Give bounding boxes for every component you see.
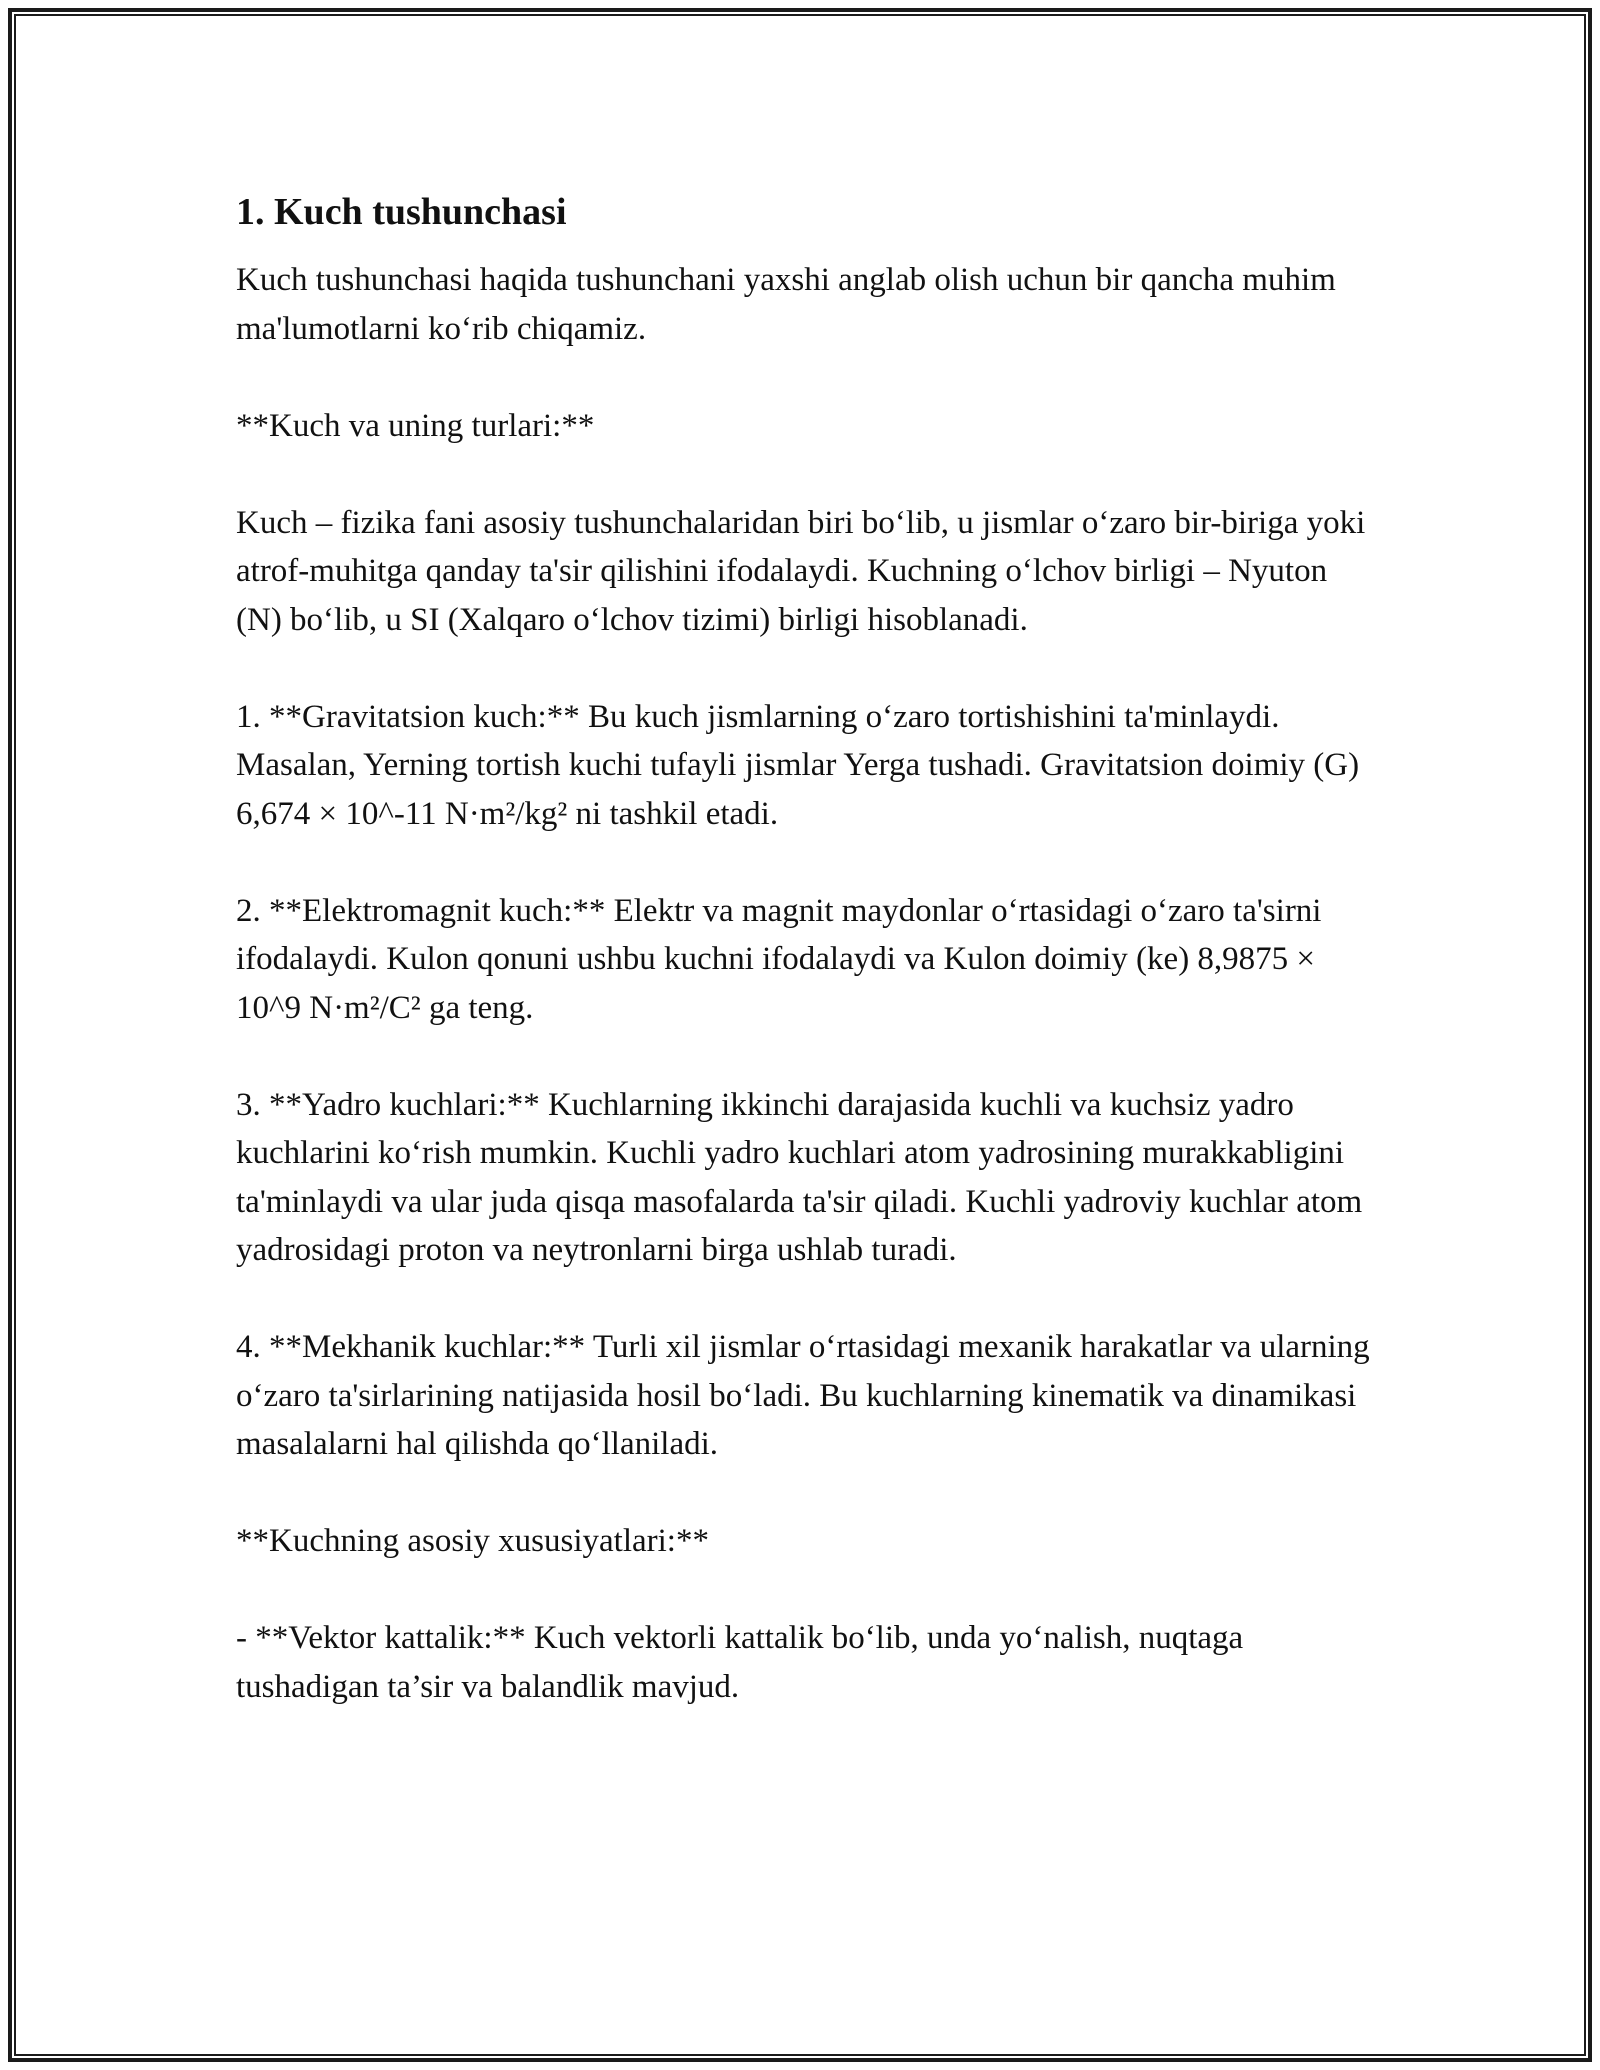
document-body [236,186,1376,1760]
section-heading-properties: **Kuchning asosiy xususiyatlari:** [236,1523,709,1559]
bullet-vector-quantity: - **Vektor kattalik:** Kuch vektorli kattalik bo‘lib, unda yo‘nalish, nuqtaga tushadigan ta’sir va balandlik mavjud. [236,1620,1244,1705]
page-title: 1. Kuch tushunchasi [236,191,567,233]
force-definition-paragraph: Kuch – fizika fani asosiy tushunchalaridan biri bo‘lib, u jismlar o‘zaro bir-biriga yoki atrof-muhitga qanday ta'sir qilishini ifodalaydi. Kuchning o‘lchov birligi – Nyuton (N) bo‘lib, u SI (Xalqaro o‘lchov tizimi) birligi hisoblanadi. [236,504,1366,638]
list-item-mechanical: 4. **Mekhanik kuchlar:** Turli xil jismlar o‘rtasidagi mexanik harakatlar va ularning o‘zaro ta'sirlarining natijasida hosil bo‘ladi. Bu kuchlarning kinematik va dinamikasi masalalarni hal qilishda qo‘llaniladi. [236,1329,1370,1462]
list-item-gravitational: 1. **Gravitatsion kuch:** Bu kuch jismlarning o‘zaro tortishishini ta'minlaydi. Masalan, Yerning tortish kuchi tufayli jismlar Yerga tushadi. Gravitatsion doimiy (G) 6,674 × 10^-11 N·m²/kg² ni tashkil etadi. [236,698,1360,832]
section-heading-force-types: **Kuch va uning turlari:** [236,407,595,444]
list-item-nuclear: 3. **Yadro kuchlari:** Kuchlarning ikkinchi darajasida kuchli va kuchsiz yadro kuchlarini ko‘rish mumkin. Kuchli yadro kuchlari atom yadrosining murakkabligini ta'minlaydi va ular juda qisqa masofalarda ta'sir qiladi. Kuchli yadroviy kuchlar atom yadrosidagi proton va neytronlarni birga ushlab turadi. [236,1086,1363,1268]
list-item-electromagnetic: 2. **Elektromagnit kuch:** Elektr va magnit maydonlar o‘rtasidagi o‘zaro ta'sirni ifodalaydi. Kulon qonuni ushbu kuchni ifodalaydi va Kulon doimiy (ke) 8,9875 × 10^9 N·m²/C² ga teng. [236,892,1322,1026]
intro-paragraph: Kuch tushunchasi haqida tushunchani yaxshi anglab olish uchun bir qancha muhim ma'lumotlarni ko‘rib chiqamiz. [236,262,1336,347]
